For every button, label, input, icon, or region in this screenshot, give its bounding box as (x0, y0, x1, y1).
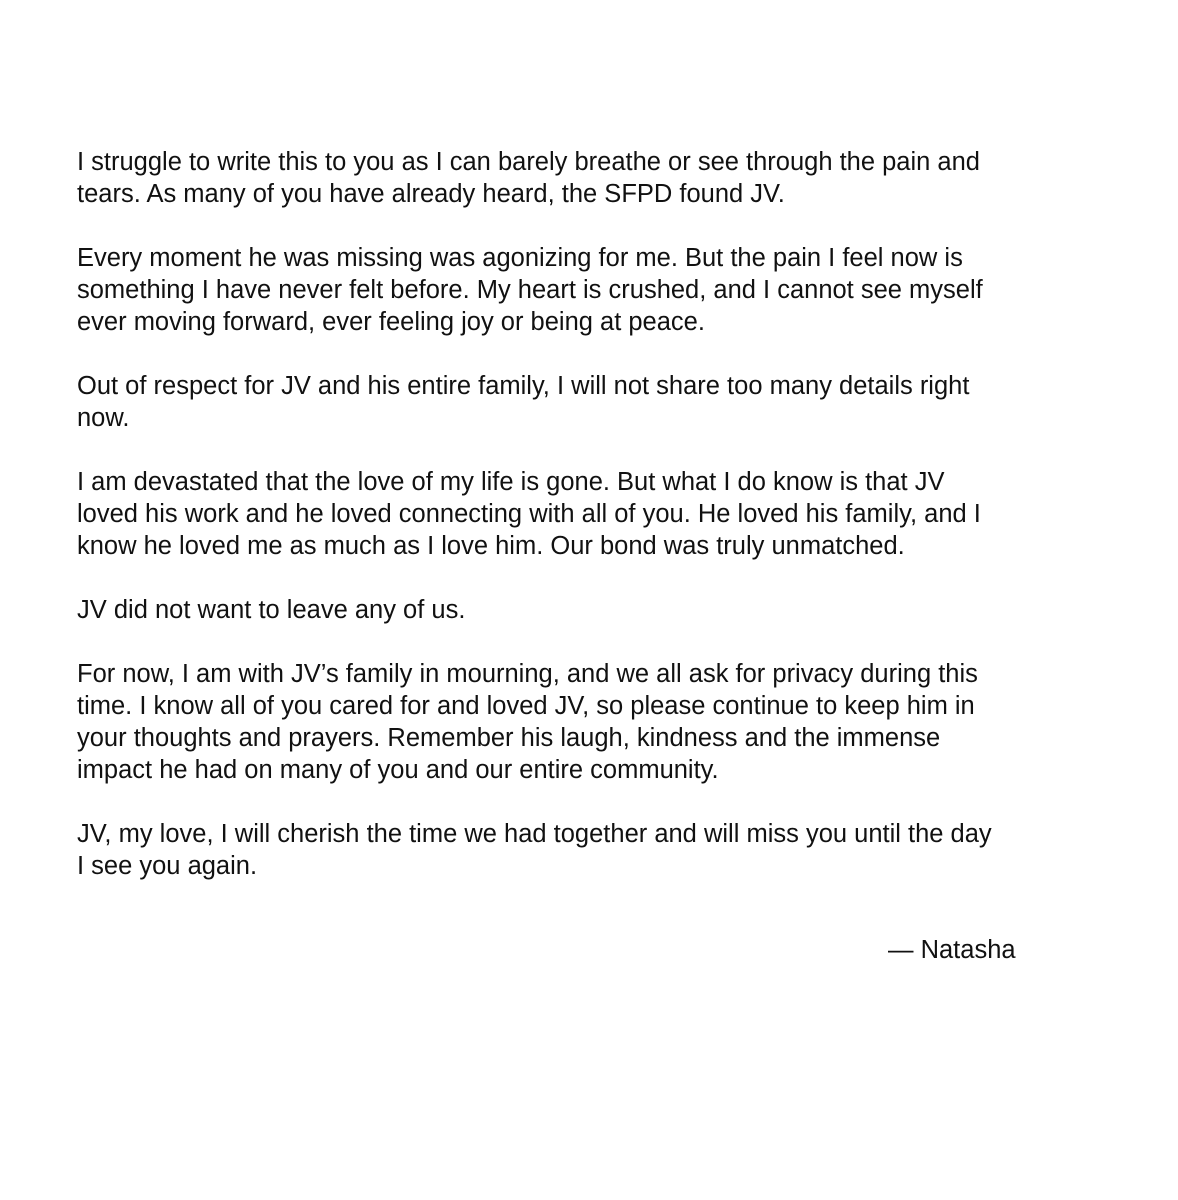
paragraph-line: Every moment he was missing was agonizing for me. But the pain I feel now is (77, 244, 963, 272)
paragraph-line: time. I know all of you cared for and loved JV, so please continue to keep him in (77, 692, 975, 720)
paragraph-line: JV did not want to leave any of us. (77, 596, 466, 624)
paragraph-line: JV, my love, I will cherish the time we had together and will miss you until the day (77, 820, 992, 848)
paragraph-line: something I have never felt before. My heart is crushed, and I cannot see myself (77, 276, 983, 304)
paragraph-1 (77, 146, 1117, 210)
paragraph-line: Out of respect for JV and his entire family, I will not share too many details right (77, 372, 970, 400)
paragraph-5 (77, 594, 1117, 626)
paragraph-line: impact he had on many of you and our entire community. (77, 756, 719, 784)
paragraph-line: For now, I am with JV’s family in mourning, and we all ask for privacy during this (77, 660, 978, 688)
paragraph-line: I see you again. (77, 852, 258, 880)
paragraph-7 (77, 818, 1117, 882)
paragraph-line: your thoughts and prayers. Remember his laugh, kindness and the immense (77, 724, 941, 752)
paragraph-3 (77, 370, 1117, 434)
paragraph-line: know he loved me as much as I love him. Our bond was truly unmatched. (77, 532, 905, 560)
letter-body (77, 146, 1117, 914)
paragraph-line: I struggle to write this to you as I can barely breathe or see through the pain and (77, 148, 980, 176)
paragraph-line: ever moving forward, ever feeling joy or being at peace. (77, 308, 705, 336)
paragraph-line: loved his work and he loved connecting with all of you. He loved his family, and I (77, 500, 981, 528)
paragraph-6 (77, 658, 1117, 786)
paragraph-line: now. (77, 404, 130, 432)
signature: — Natasha (888, 936, 1016, 964)
paragraph-line: tears. As many of you have already heard, the SFPD found JV. (77, 180, 785, 208)
paragraph-2 (77, 242, 1117, 338)
paragraph-line: I am devastated that the love of my life is gone. But what I do know is that JV (77, 468, 945, 496)
paragraph-4 (77, 466, 1117, 562)
